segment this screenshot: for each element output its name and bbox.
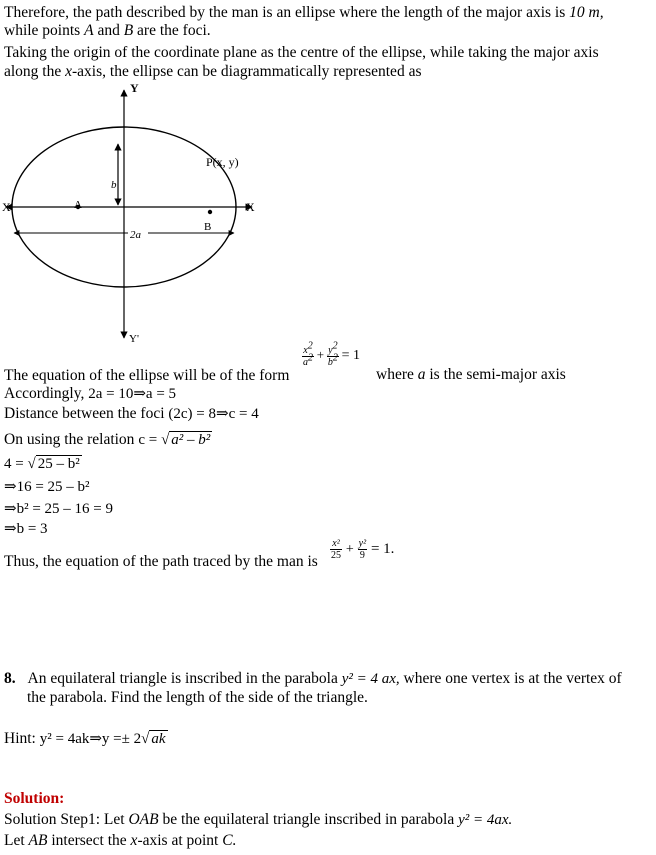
distance-text: Distance between the foci [4,405,165,422]
intro-text: -axis, the ellipse can be diagrammatically represented as [72,63,422,80]
y-axis-label: Y [130,81,139,95]
major-axis-value: 10 [569,4,585,21]
segment-ab: AB [28,832,48,849]
semi-major-note [376,366,566,384]
intro-line-2 [4,22,211,40]
equation-lead-text: The equation of the ellipse will be of the form [4,367,290,384]
relation-lhs: c = [138,432,158,448]
question-8-line-1 [4,670,622,688]
triangle-oab: OAB [128,811,159,828]
frac-num: y² [358,538,367,549]
intro-text: while points [4,22,81,39]
question-text: where one vertex is at the vertex of [403,670,622,687]
x-symbol: x [130,832,138,849]
point-c: C. [222,832,237,849]
intro-line-4 [4,63,421,81]
parabola-eq: y² = 4ax. [458,812,513,828]
question-8-line-2: the parabola. Find the length of the side of the triangle. [27,689,368,706]
final-equation: $\frac{\text{x²}}{25}$ + $\frac{\text{y²}}{9}$ = 1. [331,538,395,561]
solution-text: intersect the [51,832,127,849]
hint-label: Hint: [4,730,36,747]
step1-radicand: 25 – b² [37,456,80,472]
solution-step-2 [4,832,236,850]
hint-radicand: ak [151,731,166,747]
point-b: B [123,22,134,39]
step-line-3: ⇒b² = 25 – 16 = 9 [4,501,113,517]
step-line-2: ⇒16 = 25 – b² [4,479,90,495]
relation-text: On using the relation [4,431,135,448]
x-symbol: x [65,63,73,80]
intro-text: Therefore, the path described by the man is an ellipse where the length of the major axis is [4,4,566,21]
intro-line-1 [4,4,604,22]
accordingly-line [4,385,176,403]
conclusion-text: Thus, the equation of the path traced by the man is [4,553,318,570]
hint-eq: y² = 4ak⇒y =± 2 [39,731,142,747]
relation-line: On using the relation c = √ a² – b² [4,431,211,448]
relation-radicand: a² – b² [171,432,211,448]
x-axis-label: X [246,200,255,214]
x-prime-label: X' [2,200,13,214]
focus-b-point [208,210,212,214]
frac-num: x [303,345,308,356]
ellipse-standard-form: $\frac{x2}{a2}$ + $\frac{y2}{b2}$ = 1 [303,340,360,368]
y-prime-label: Y' [129,333,139,345]
frac-num: x² [330,538,342,550]
parabola-equation: y² = 4 ax, [341,671,400,687]
intro-text: are the foci. [137,22,211,39]
distance-line [4,405,259,423]
solution-heading: Solution: [4,790,65,807]
frac-den: 25 [331,550,341,561]
intro-text: and [97,22,120,39]
intro-text: Taking the origin of the coordinate plane as the centre of the ellipse, while taking the major axis [4,44,599,61]
b-label: b [111,179,117,191]
frac-num: y [328,345,333,356]
point-p-label: P(x, y) [206,155,239,169]
ellipse-diagram [0,80,270,348]
focus-b-label: B [204,221,212,233]
a-symbol: a [417,366,426,383]
solution-text: be the equilateral triangle inscribed in parabola [162,811,455,828]
question-number: 8. [4,670,16,687]
frac-den: a [303,357,308,368]
solution-text: Solution Step1: Let [4,811,125,828]
eq-rhs: = 1 [341,348,360,364]
where-text: where [376,366,414,383]
distance-eq: (2c) = 8⇒c = 4 [168,406,259,422]
intro-line-3 [4,44,599,62]
accordingly-eq: 2a = 10⇒a = 5 [88,386,177,402]
semi-major-text: is the semi-major axis [429,366,566,383]
step-line-1: 4 = √ 25 – b² [4,456,80,472]
two-a-label: 2a [130,229,141,241]
step-line-4: ⇒b = 3 [4,521,48,537]
intro-text: along the [4,63,62,80]
final-eq-rhs: = 1. [370,541,395,558]
hint-line: Hint: y² = 4ak⇒y =± 2√ ak [4,730,166,747]
major-axis-unit: m, [588,4,604,21]
solution-text: Let [4,832,25,849]
solution-text: -axis at point [137,832,219,849]
point-a: A [84,22,94,39]
step1-lhs: 4 = [4,456,24,472]
focus-a-label: A [74,199,82,211]
accordingly-text: Accordingly, [4,385,85,402]
frac-den: 9 [359,550,365,561]
solution-step-1 [4,811,512,829]
frac-den: b [327,357,333,368]
question-text: An equilateral triangle is inscribed in the parabola [27,670,338,687]
